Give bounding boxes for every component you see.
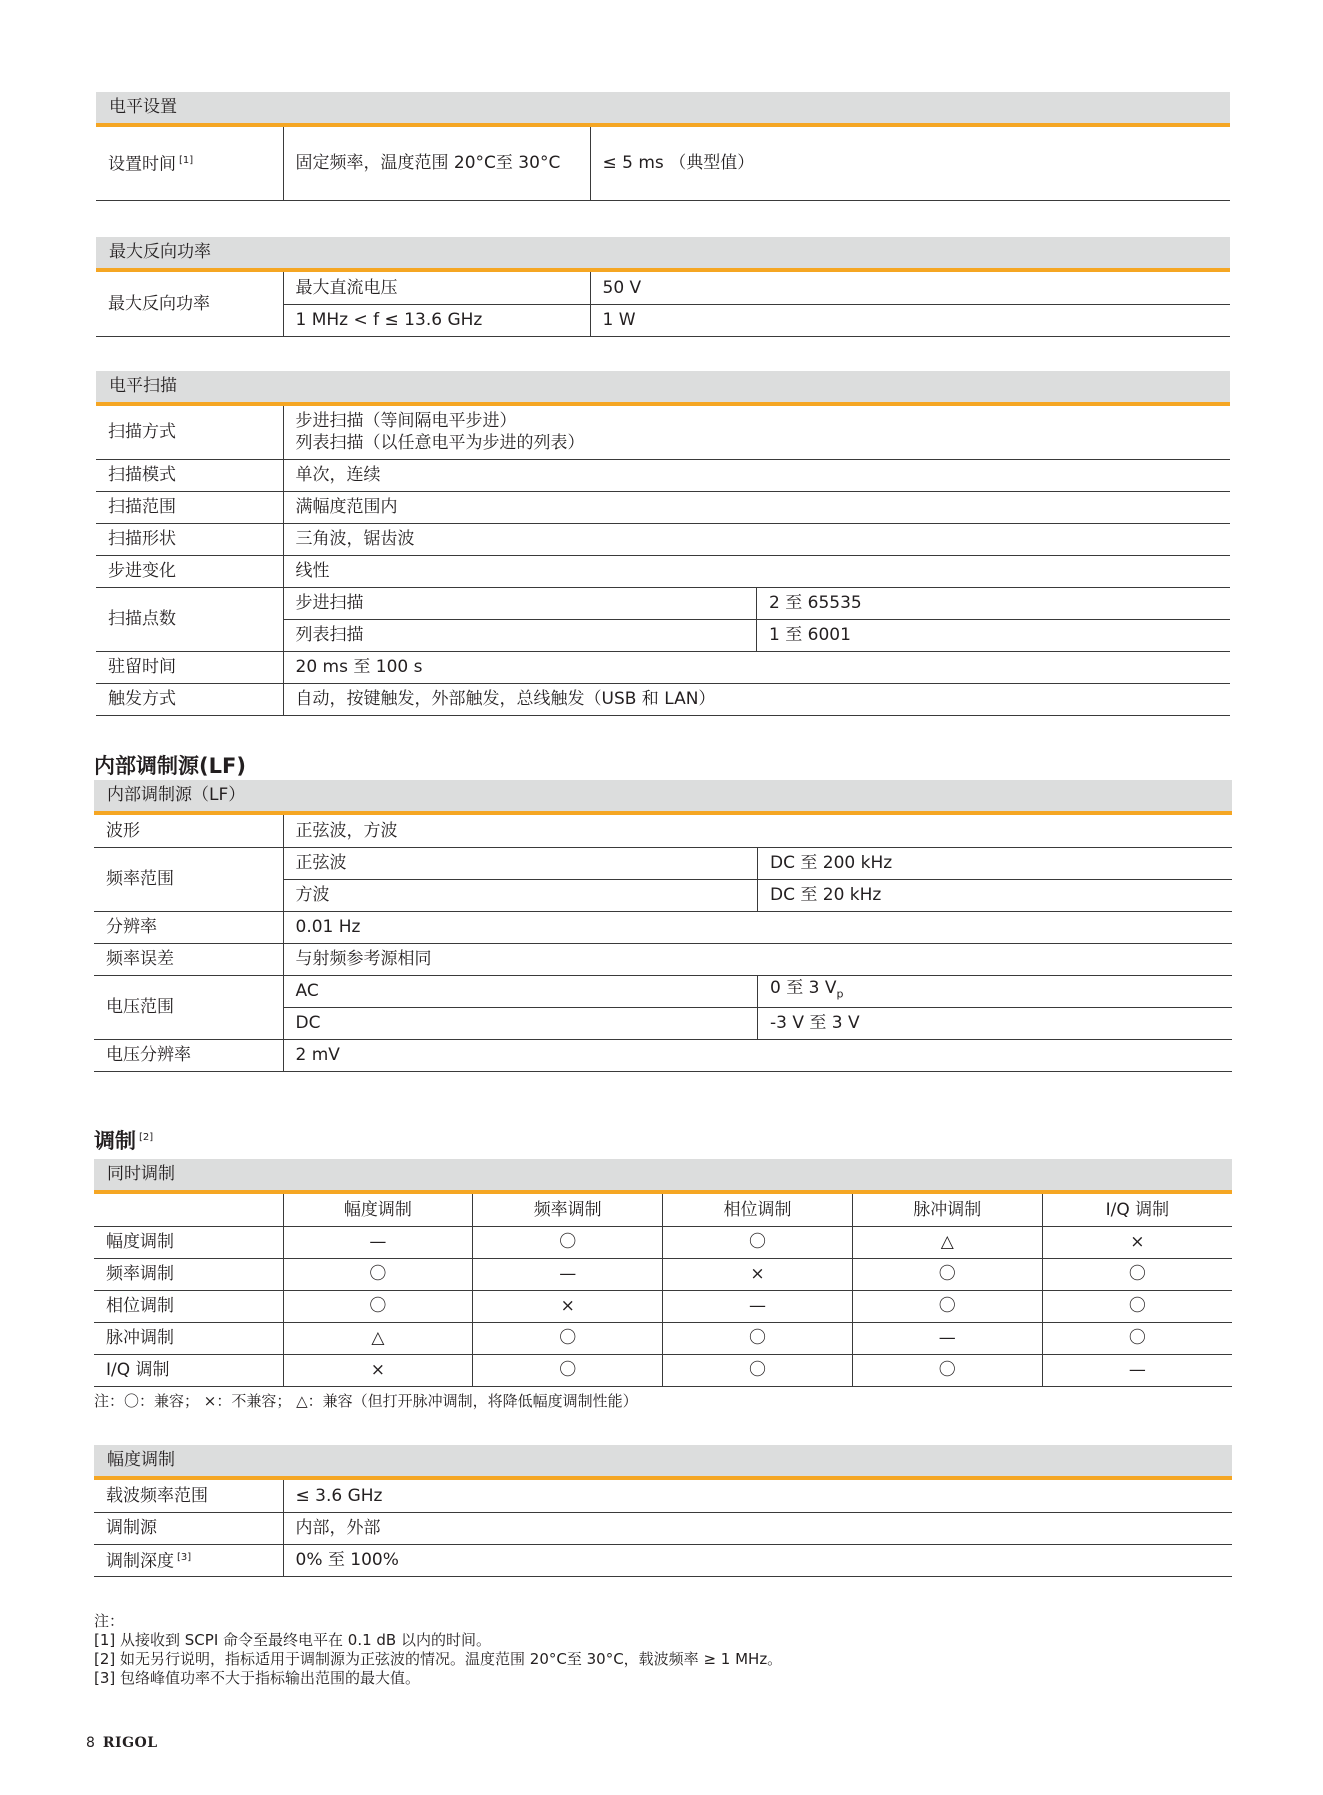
section-header: 电平设置 — [96, 92, 1230, 127]
row-value: 线性 — [283, 555, 1230, 587]
table-row — [94, 1544, 1232, 1576]
page-footer — [86, 1735, 158, 1751]
table-row — [96, 459, 1230, 491]
row-value: 0.01 Hz — [283, 911, 1232, 943]
footnote-item: [1] 从接收到 SCPI 命令至最终电平在 0.1 dB 以内的时间。 — [94, 1631, 491, 1649]
column-header: 幅度调制 — [283, 1194, 473, 1226]
modulation-title: 调制 [2] — [94, 1129, 154, 1153]
row-label: 设置时间 [1] — [96, 127, 283, 200]
compat-cell: — — [663, 1290, 853, 1322]
row-label: 频率误差 — [94, 943, 283, 975]
max-reverse-power-section — [96, 237, 1230, 337]
table-header-row — [94, 1194, 1232, 1226]
table-row — [96, 555, 1230, 587]
row-value: 20 ms 至 100 s — [283, 651, 1230, 683]
row-label: 扫描点数 — [96, 587, 283, 651]
row-label: 步进变化 — [96, 555, 283, 587]
row-param: 方波 — [283, 879, 758, 911]
table-row — [94, 847, 1232, 879]
compat-cell: 〇 — [1042, 1258, 1232, 1290]
row-label: 触发方式 — [96, 683, 283, 715]
row-value: 2 至 65535 — [757, 587, 1231, 619]
page-number: 8 — [86, 1735, 95, 1751]
table-row — [94, 1258, 1232, 1290]
footnotes — [94, 1612, 782, 1688]
row-param: AC — [283, 975, 758, 1007]
row-label: I/Q 调制 — [94, 1354, 283, 1386]
footnotes-heading: 注： — [94, 1612, 125, 1630]
row-value: 与射频参考源相同 — [283, 943, 1232, 975]
row-param: 正弦波 — [283, 847, 758, 879]
row-value: 内部，外部 — [283, 1512, 1232, 1544]
footnote-item: [3] 包络峰值功率不大于指标输出范围的最大值。 — [94, 1669, 421, 1687]
row-value: 0 至 3 $V_p$ — [758, 975, 1233, 1007]
level-setting-section — [96, 92, 1230, 201]
table-row — [94, 1512, 1232, 1544]
footnote-ref: [1] — [179, 155, 194, 167]
row-value: 自动，按键触发，外部触发，总线触发（USB 和 LAN） — [283, 683, 1230, 715]
table-row — [96, 491, 1230, 523]
lf-source-table — [94, 815, 1232, 1072]
row-label: 扫描形状 — [96, 523, 283, 555]
section-header: 内部调制源（LF） — [94, 780, 1232, 815]
row-label: 分辨率 — [94, 911, 283, 943]
section-header: 幅度调制 — [94, 1445, 1232, 1480]
modulation-matrix-table — [94, 1194, 1232, 1387]
row-value: DC 至 20 kHz — [758, 879, 1233, 911]
section-header: 电平扫描 — [96, 371, 1230, 406]
row-value: ≤ 3.6 GHz — [283, 1480, 1232, 1512]
compat-cell: △ — [283, 1322, 473, 1354]
compat-cell: 〇 — [1042, 1322, 1232, 1354]
compat-cell: 〇 — [473, 1354, 663, 1386]
row-label: 电压分辨率 — [94, 1039, 283, 1071]
lf-source-title: 内部调制源(LF) — [94, 754, 246, 778]
row-label: 幅度调制 — [94, 1226, 283, 1258]
table-row — [96, 683, 1230, 715]
compat-cell: 〇 — [473, 1226, 663, 1258]
row-label: 频率调制 — [94, 1258, 283, 1290]
column-header: I/Q 调制 — [1042, 1194, 1232, 1226]
compat-cell: — — [852, 1322, 1042, 1354]
table-row — [96, 272, 1230, 304]
table-row — [94, 815, 1232, 847]
section-header: 同时调制 — [94, 1159, 1232, 1194]
row-label: 波形 — [94, 815, 283, 847]
row-label: 扫描模式 — [96, 459, 283, 491]
table-row — [94, 1480, 1232, 1512]
row-value: 1 至 6001 — [757, 619, 1231, 651]
compat-cell: 〇 — [473, 1322, 663, 1354]
level-sweep-table — [96, 406, 1230, 716]
row-label: 驻留时间 — [96, 651, 283, 683]
table-row — [94, 1354, 1232, 1386]
table-row — [94, 1290, 1232, 1322]
column-header: 频率调制 — [473, 1194, 663, 1226]
compat-cell: △ — [852, 1226, 1042, 1258]
row-label: 扫描范围 — [96, 491, 283, 523]
footnote-item: [2] 如无另行说明，指标适用于调制源为正弦波的情况。温度范围 20°C至 30°C，载波频率 ≥ 1 MHz。 — [94, 1650, 783, 1668]
row-label: 调制源 — [94, 1512, 283, 1544]
compat-cell: 〇 — [1042, 1290, 1232, 1322]
row-value: 步进扫描（等间隔电平步进） 列表扫描（以任意电平为步进的列表） — [283, 406, 1230, 459]
level-setting-table — [96, 127, 1230, 201]
table-row — [94, 943, 1232, 975]
row-value: DC 至 200 kHz — [758, 847, 1233, 879]
compat-cell: — — [1042, 1354, 1232, 1386]
compat-cell: × — [283, 1354, 473, 1386]
column-header: 脉冲调制 — [852, 1194, 1042, 1226]
row-label: 载波频率范围 — [94, 1480, 283, 1512]
row-value: -3 V 至 3 V — [758, 1007, 1233, 1039]
row-param: 列表扫描 — [283, 619, 757, 651]
table-row — [94, 975, 1232, 1007]
corner-cell — [94, 1194, 283, 1226]
table-row — [96, 127, 1230, 200]
row-value: 2 mV — [283, 1039, 1232, 1071]
row-label: 扫描方式 — [96, 406, 283, 459]
compat-cell: 〇 — [663, 1226, 853, 1258]
lf-source-section — [94, 780, 1232, 1072]
row-param: 步进扫描 — [283, 587, 757, 619]
compat-cell: 〇 — [852, 1290, 1042, 1322]
compat-legend: 注：〇：兼容； ×：不兼容； △：兼容（但打开脉冲调制，将降低幅度调制性能） — [94, 1392, 638, 1410]
row-param: 1 MHz < f ≤ 13.6 GHz — [283, 304, 590, 336]
simultaneous-modulation-section — [94, 1159, 1232, 1387]
table-row — [94, 911, 1232, 943]
row-value: 正弦波，方波 — [283, 815, 1232, 847]
row-value: 50 V — [590, 272, 1230, 304]
row-label: 电压范围 — [94, 975, 283, 1039]
am-table — [94, 1480, 1232, 1577]
compat-cell: × — [663, 1258, 853, 1290]
row-value: 三角波，锯齿波 — [283, 523, 1230, 555]
table-row — [94, 1226, 1232, 1258]
row-value: 1 W — [590, 304, 1230, 336]
footnote-ref: [2] — [139, 1132, 154, 1143]
table-row — [94, 1039, 1232, 1071]
compat-cell: 〇 — [283, 1290, 473, 1322]
row-param: DC — [283, 1007, 758, 1039]
table-row — [96, 406, 1230, 459]
row-label: 相位调制 — [94, 1290, 283, 1322]
row-label: 最大反向功率 — [96, 272, 283, 336]
compat-cell: × — [473, 1290, 663, 1322]
compat-cell: 〇 — [663, 1354, 853, 1386]
compat-cell: 〇 — [283, 1258, 473, 1290]
compat-cell: 〇 — [663, 1322, 853, 1354]
compat-cell: 〇 — [852, 1258, 1042, 1290]
row-value: 单次，连续 — [283, 459, 1230, 491]
compat-cell: — — [283, 1226, 473, 1258]
footnote-ref: [3] — [177, 1552, 192, 1564]
row-value: 0% 至 100% — [283, 1544, 1232, 1576]
level-sweep-section — [96, 371, 1230, 716]
row-value: 满幅度范围内 — [283, 491, 1230, 523]
table-row — [96, 523, 1230, 555]
compat-cell: × — [1042, 1226, 1232, 1258]
row-param: 最大直流电压 — [283, 272, 590, 304]
compat-cell: 〇 — [852, 1354, 1042, 1386]
table-row — [94, 1322, 1232, 1354]
table-row — [96, 587, 1230, 619]
max-reverse-power-table — [96, 272, 1230, 337]
compat-cell: — — [473, 1258, 663, 1290]
table-row — [96, 651, 1230, 683]
row-label: 脉冲调制 — [94, 1322, 283, 1354]
row-label: 频率范围 — [94, 847, 283, 911]
brand-logo: RIGOL — [102, 1735, 158, 1751]
section-header: 最大反向功率 — [96, 237, 1230, 272]
column-header: 相位调制 — [663, 1194, 853, 1226]
am-section — [94, 1445, 1232, 1577]
row-label: 调制深度 [3] — [94, 1544, 283, 1576]
row-value: ≤ 5 ms （典型值） — [590, 127, 1230, 200]
row-condition: 固定频率，温度范围 20°C至 30°C — [283, 127, 590, 200]
